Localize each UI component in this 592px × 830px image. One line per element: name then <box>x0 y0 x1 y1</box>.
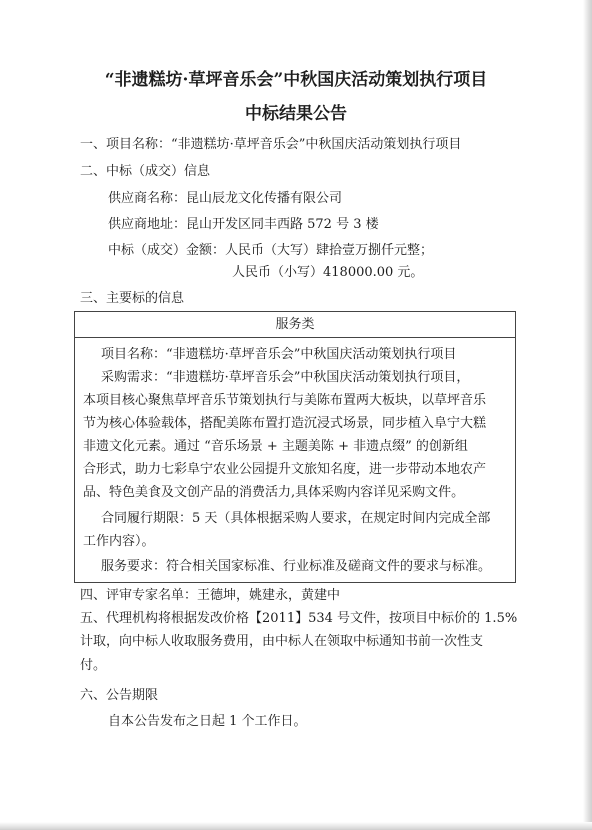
page-edge-shadow-bottom <box>0 822 592 830</box>
section-4-experts: 四、评审专家名单：王德坤，姚建永，黄建中 <box>80 588 341 603</box>
table-line: 非遗文化元素。通过 “音乐场景 + 主题美陈 + 非遗点缀” 的创新组 <box>83 439 468 454</box>
supplier-name: 供应商名称：昆山辰龙文化传播有限公司 <box>108 191 343 206</box>
section-1-project-name: 一、项目名称：“非遗糕坊·草坪音乐会”中秋国庆活动策划执行项目 <box>80 137 462 152</box>
table-line: 合同履行期限：5 天（具体根据采购人要求，在规定时间内完成全部 <box>101 511 491 526</box>
table-header-service: 服务类 <box>75 312 515 338</box>
table-line: 采购需求：“非遗糕坊·草坪音乐会”中秋国庆活动策划执行项目， <box>101 370 470 385</box>
section-3-heading: 三、主要标的信息 <box>80 291 185 306</box>
section-2-heading: 二、中标（成交）信息 <box>80 164 211 179</box>
table-line: 服务要求：符合相关国家标准、行业标准及磋商文件的要求与标准。 <box>101 559 492 574</box>
table-line: 合形式，助力七彩阜宁农业公园提升文旅知名度，进一步带动本地农产 <box>83 462 487 477</box>
supplier-address: 供应商地址：昆山开发区同丰西路 572 号 3 楼 <box>108 217 379 232</box>
table-line: 项目名称：“非遗糕坊·草坪音乐会”中秋国庆活动策划执行项目 <box>101 347 457 362</box>
table-line: 节为核心体验载体，搭配美陈布置打造沉浸式场景，同步植入阜宁大糕 <box>83 416 487 431</box>
table-line: 工作内容）。 <box>83 534 155 549</box>
award-amount-lower: 人民币（小写）418000.00 元。 <box>232 265 424 280</box>
title-line-1: “非遗糕坊·草坪音乐会”中秋国庆活动策划执行项目 <box>104 70 488 90</box>
section-5-line: 五、代理机构将根据发改价格【2011】534 号文件，按项目中标价的 1.5% <box>80 611 518 626</box>
table-line: 品、特色美食及文创产品的消费活力,具体采购内容详见采购文件。 <box>83 485 465 500</box>
table-line: 本项目核心聚焦草坪音乐节策划执行与美陈布置两大板块，以草坪音乐 <box>83 393 487 408</box>
section-5-line: 计取，向中标人收取服务费用，由中标人在领取中标通知书前一次性支 <box>80 634 484 649</box>
section-6-heading: 六、公告期限 <box>80 688 159 703</box>
award-amount-upper: 中标（成交）金额：人民币（大写）肆拾壹万捌仟元整； <box>108 243 434 258</box>
section-5-line: 付。 <box>80 658 107 673</box>
subject-info-table <box>74 311 516 583</box>
section-6-body: 自本公告发布之日起 1 个工作日。 <box>108 714 307 729</box>
title-line-2: 中标结果公告 <box>245 104 347 124</box>
